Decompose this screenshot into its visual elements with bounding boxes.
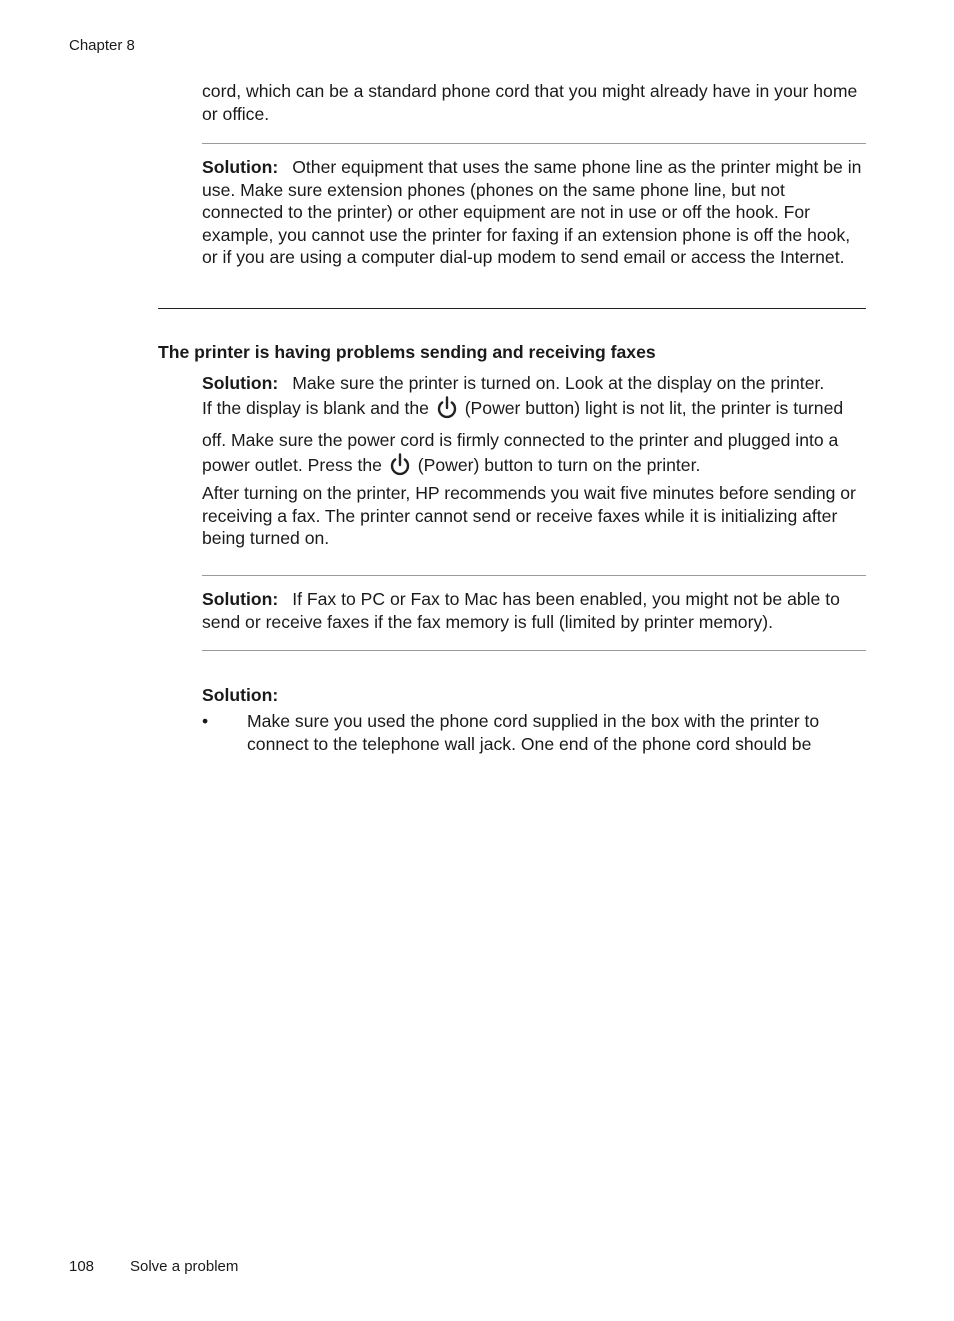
solution-2-line1 bbox=[202, 372, 866, 395]
power-icon bbox=[389, 453, 411, 485]
solution-label: Solution: bbox=[202, 157, 279, 177]
solution-2-part-a: If the display is blank and the bbox=[202, 398, 429, 418]
solution-label: Solution: bbox=[202, 685, 279, 705]
solution-label: Solution: bbox=[202, 373, 279, 393]
solution-3-text: If Fax to PC or Fax to Mac has been enabled, you might not be able to send or receive faxes if the fax memory is full (limited by printer memory). bbox=[202, 589, 840, 632]
solution-2-paragraph-2: After turning on the printer, HP recommends you wait five minutes before sending or receiving a fax. The printer cannot send or receive faxes while it is initializing after being turned on. bbox=[202, 483, 856, 549]
divider bbox=[202, 143, 866, 144]
section-heading: The printer is having problems sending and receiving faxes bbox=[158, 342, 656, 362]
solution-1 bbox=[202, 156, 866, 269]
page-number: 108 bbox=[69, 1258, 95, 1275]
power-icon bbox=[436, 396, 458, 428]
solution-3 bbox=[202, 588, 866, 633]
list-item: Make sure you used the phone cord supplied in the box with the printer to connect to the telephone wall jack. One end of the phone cord should be bbox=[247, 711, 820, 754]
solution-2-part-c: (Power) button to turn on the printer. bbox=[417, 455, 701, 475]
section-divider bbox=[158, 308, 866, 309]
divider bbox=[202, 650, 866, 651]
footer-section: Solve a problem bbox=[130, 1258, 239, 1275]
solution-1-text: Other equipment that uses the same phone line as the printer might be in use. Make sure extension phones (phones on the same phone line, but not connected to the printer) or other equipment are not in use or off the hook. For example, you cannot use the printer for faxing if an extension phone is off the hook, or if you are using a computer dial-up modem to send email or access the Internet. bbox=[202, 157, 862, 268]
divider bbox=[202, 575, 866, 576]
bullet-marker: • bbox=[202, 711, 209, 731]
solution-2-part-b: (Power button) light is not lit, the printer is turned off. Make sure the power cord is firmly connected to the printer and plugged into a power outlet. Press the bbox=[202, 398, 844, 475]
intro-paragraph: cord, which can be a standard phone cord that you might already have in your home or office. bbox=[202, 81, 858, 124]
solution-2-line1-text: Make sure the printer is turned on. Look at the display on the printer. bbox=[292, 373, 825, 393]
chapter-header: Chapter 8 bbox=[69, 37, 135, 54]
solution-2-power-paragraph bbox=[202, 396, 866, 485]
solution-4-label bbox=[202, 684, 278, 707]
solution-label: Solution: bbox=[202, 589, 279, 609]
